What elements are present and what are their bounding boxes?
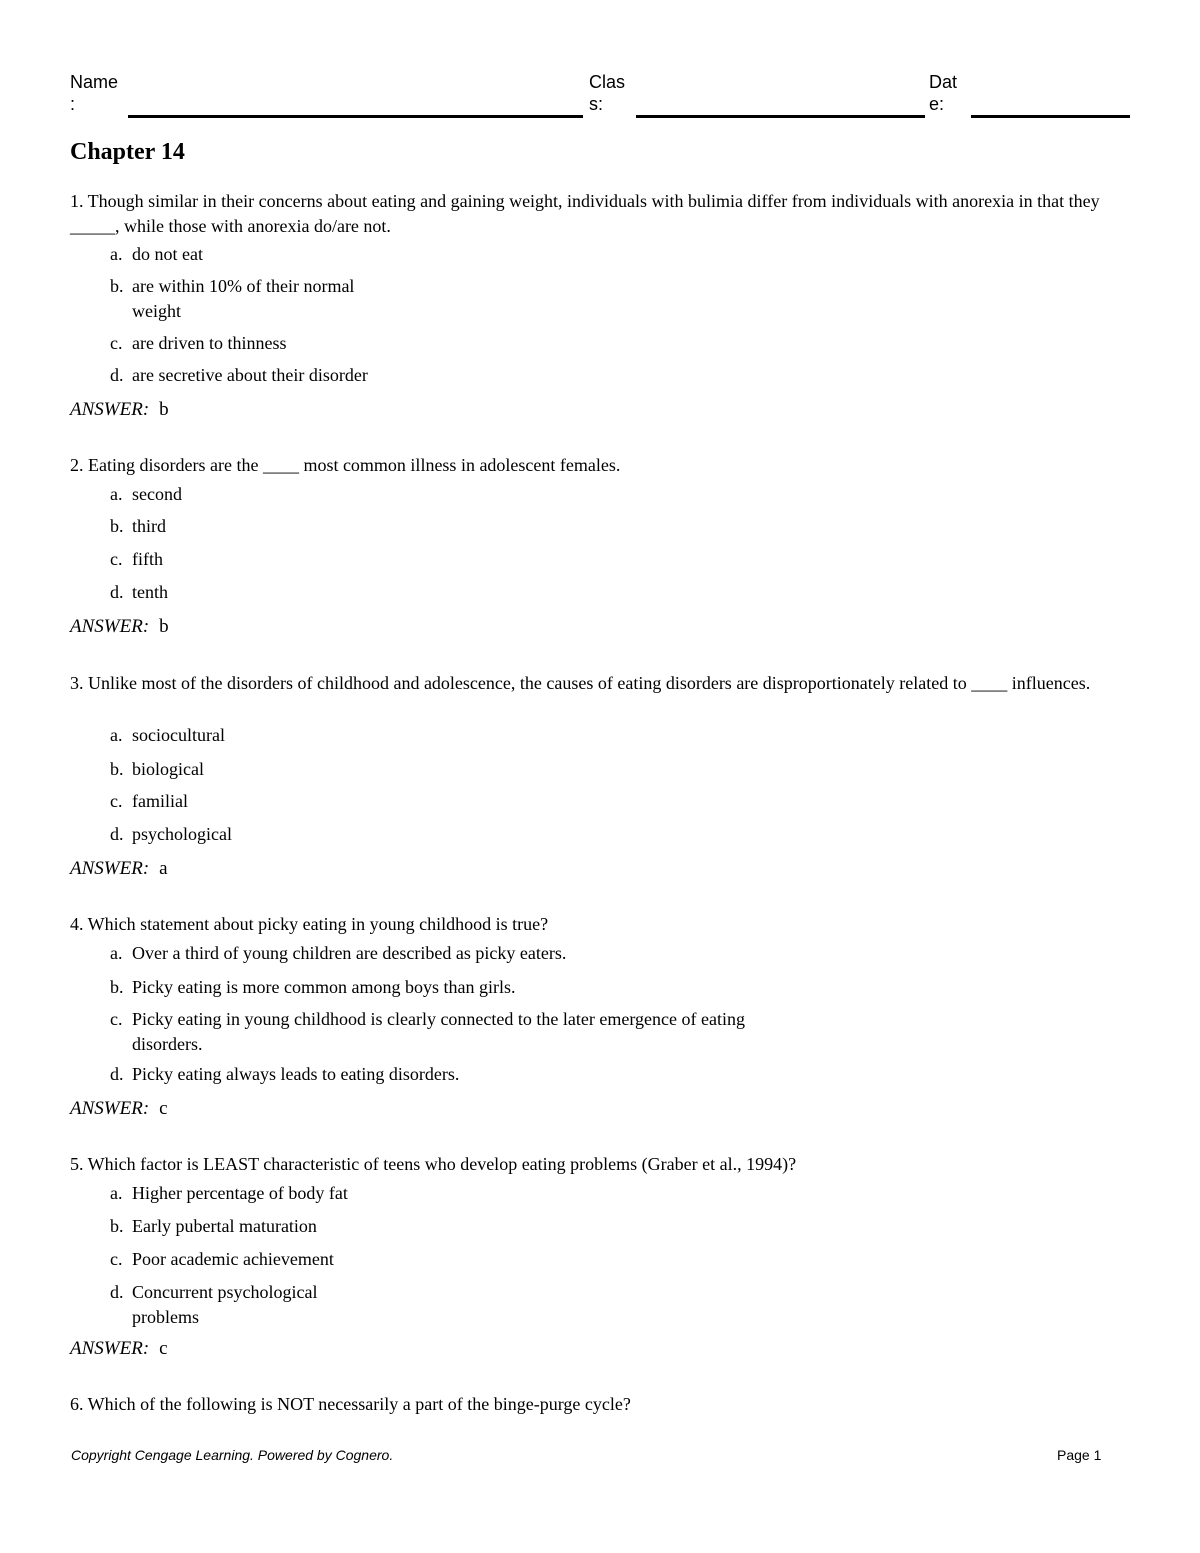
question-4-option-d: d. Picky eating always leads to eating disorders. [110,1064,460,1084]
class-label: Clas s: [589,72,626,114]
question-3-text: 3. Unlike most of the disorders of childhood and adolescence, the causes of eating disorders are disproportionately related to ____ influences. [70,673,1091,693]
question-4-answer: ANSWER: c [70,1098,168,1119]
question-4-option-b: b. Picky eating is more common among boys than girls. [110,977,516,997]
date-label: Dat e: [929,72,958,114]
question-2-text: 2. Eating disorders are the ____ most common illness in adolescent females. [70,455,621,475]
question-3-option-c: c. familial [110,791,188,811]
date-field[interactable] [971,115,1130,118]
question-4-option-c: c. Picky eating in young childhood is clearly connected to the later emergence of eating disorders. [110,1009,745,1054]
question-1-option-a: a. do not eat [110,244,203,264]
question-3-option-d: d. psychological [110,824,232,844]
question-3-option-b: b. biological [110,759,204,779]
question-5-text: 5. Which factor is LEAST characteristic of teens who develop eating problems (Graber et al., 1994)? [70,1154,797,1174]
question-5-option-d: d. Concurrent psychological problems [110,1282,318,1327]
question-1-text: 1. Though similar in their concerns about eating and gaining weight, individuals with bulimia differ from individuals with anorexia in that they _____, while those with anorexia do/are not. [70,191,1100,236]
page-title: Chapter 14 [70,139,185,165]
question-5-option-b: b. Early pubertal maturation [110,1216,317,1236]
question-2-option-a: a. second [110,484,182,504]
question-1-answer: ANSWER: b [70,399,169,420]
question-2-option-c: c. fifth [110,549,163,569]
question-4-text: 4. Which statement about picky eating in young childhood is true? [70,914,549,934]
name-label: Name : [70,72,119,114]
name-field[interactable] [128,115,583,118]
question-3-option-a: a. sociocultural [110,725,225,745]
question-1-option-d: d. are secretive about their disorder [110,365,368,385]
question-5-option-c: c. Poor academic achievement [110,1249,334,1269]
question-2-option-d: d. tenth [110,582,168,602]
question-6-text: 6. Which of the following is NOT necessarily a part of the binge-purge cycle? [70,1394,631,1414]
question-1-option-c: c. are driven to thinness [110,333,287,353]
footer-copyright: Copyright Cengage Learning. Powered by Cognero. [71,1447,394,1463]
page-number: Page 1 [1057,1447,1102,1463]
question-5-option-a: a. Higher percentage of body fat [110,1183,348,1203]
question-2-option-b: b. third [110,516,166,536]
question-4-option-a: a. Over a third of young children are described as picky eaters. [110,943,567,963]
question-5-answer: ANSWER: c [70,1338,168,1359]
question-1-option-b: b. are within 10% of their normal weight [110,276,355,321]
class-field[interactable] [636,115,925,118]
question-3-answer: ANSWER: a [70,858,168,879]
question-2-answer: ANSWER: b [70,616,169,637]
